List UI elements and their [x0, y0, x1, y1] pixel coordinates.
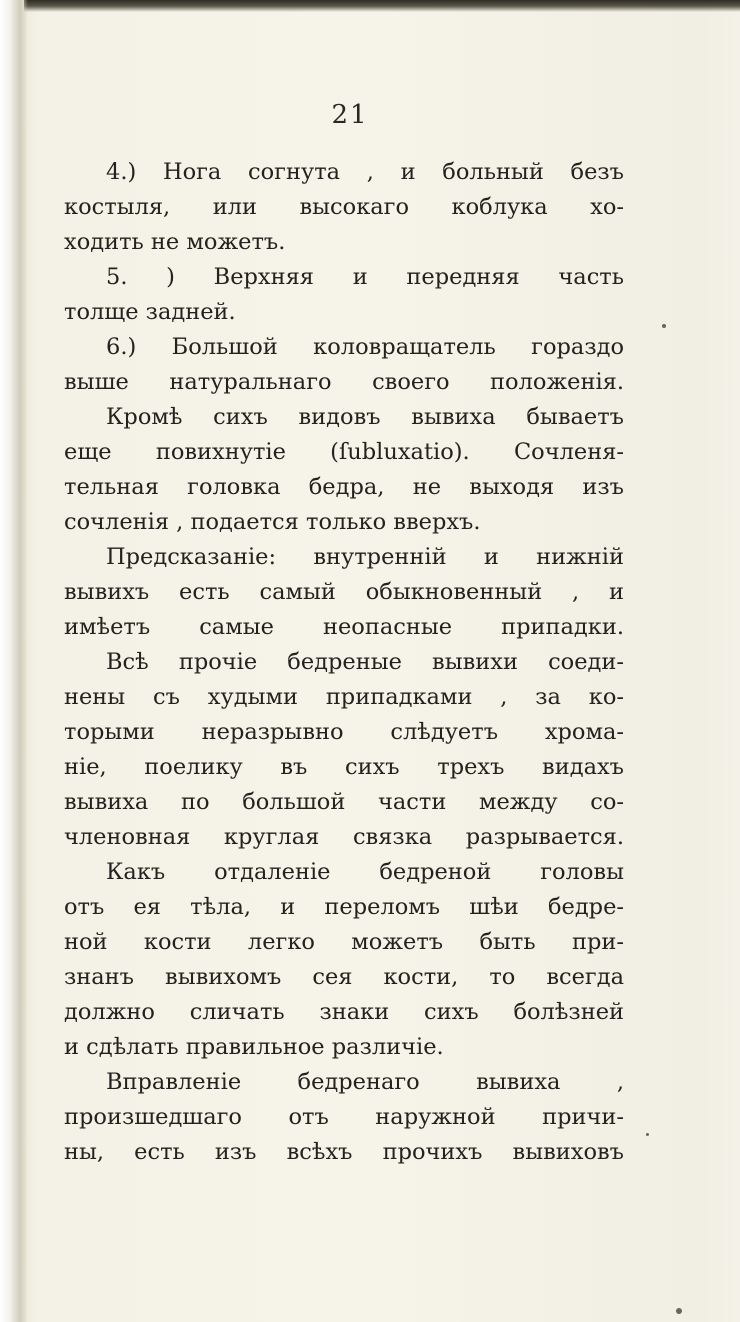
text-line: произшедшаго отъ наружной причи-	[64, 1104, 624, 1130]
text-line: еще повихнутіе (ſubluxatio). Сочленя-	[64, 439, 624, 465]
text-line: ходить не можетъ.	[64, 229, 286, 255]
text-line: Предсказаніе: внутренній и нижній	[106, 544, 624, 570]
paper-speck	[662, 324, 666, 328]
paper-speck	[646, 1133, 649, 1136]
text-line: вывиха по большой части между со-	[64, 789, 624, 815]
text-line: должно сличать знаки сихъ болѣзней	[64, 999, 624, 1025]
text-line: выше натуральнаго своего положенія.	[64, 369, 624, 395]
text-line: ной кости легко можетъ быть при-	[64, 929, 624, 955]
text-line: Всѣ прочіе бедреные вывихи соеди-	[106, 649, 624, 675]
page-number: 21	[331, 100, 369, 130]
page-binding-edge	[0, 0, 28, 1322]
text-line: торыми неразрывно слѣдуетъ хрома-	[64, 719, 624, 745]
text-line: Кромѣ сихъ видовъ вывиха бываетъ	[106, 404, 624, 430]
text-line: Вправленіе бедренаго вывиха ,	[106, 1069, 624, 1095]
text-line: членовная круглая связка разрывается.	[64, 824, 624, 850]
text-line: сочленія , подается только вверхъ.	[64, 509, 481, 535]
text-line: отъ ея тѣла, и переломъ шѣи бедре-	[64, 894, 624, 920]
text-line: тельная головка бедра, не выходя изъ	[64, 474, 624, 500]
text-line: 4.) Нога согнута , и больный безъ	[106, 159, 624, 185]
text-line: имѣетъ самые неопасные припадки.	[64, 614, 624, 640]
paper-speck	[676, 1308, 682, 1314]
text-line: толще задней.	[64, 299, 236, 325]
text-line: 5. ) Верхняя и передняя часть	[106, 264, 624, 290]
text-line: Какъ отдаленіе бедреной головы	[106, 859, 624, 885]
text-line: ніе, поелику въ сихъ трехъ видахъ	[64, 754, 624, 780]
text-line: и сдѣлать правильное различіе.	[64, 1034, 444, 1060]
text-line: костыля, или высокаго коблука хо-	[64, 194, 624, 220]
page-top-edge-shadow	[24, 0, 740, 12]
text-line: ны, есть изъ всѣхъ прочихъ вывиховъ	[64, 1139, 624, 1165]
text-line: 6.) Большой коловращатель гораздо	[106, 334, 624, 360]
text-line: нены съ худыми припадками , за ко-	[64, 684, 624, 710]
text-line: вывихъ есть самый обыкновенный , и	[64, 579, 624, 605]
text-line: знанъ вывихомъ сея кости, то всегда	[64, 964, 624, 990]
